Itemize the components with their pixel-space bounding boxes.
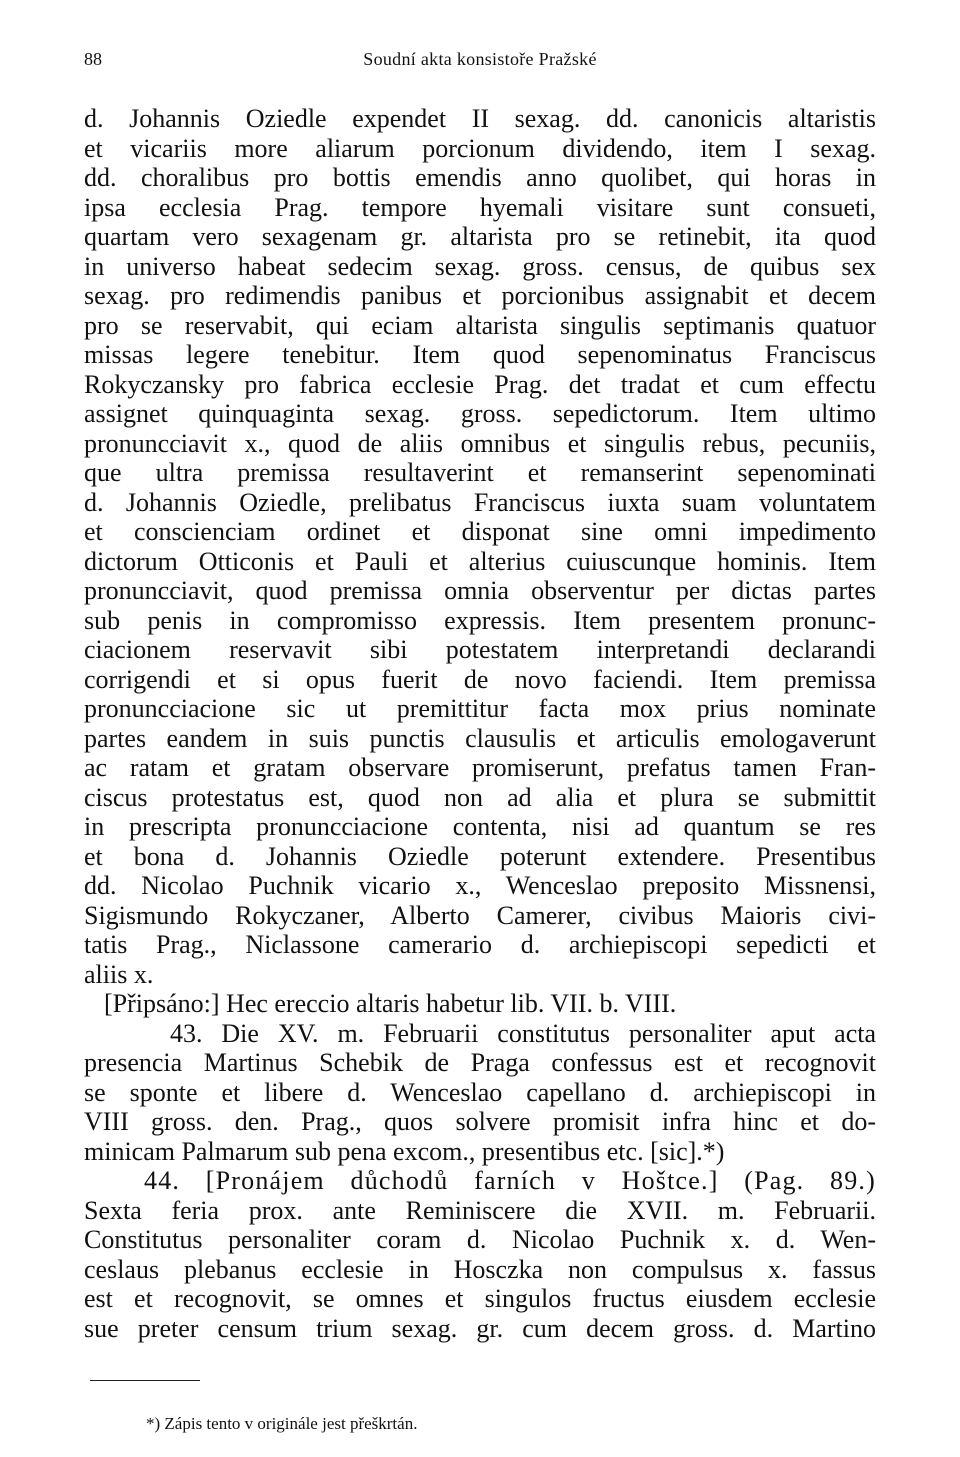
text-line: que ultra premissa resultaverint et remanserint sepenominati — [84, 458, 876, 487]
text-line: sub penis in compromisso expressis. Item presentem pronunc- — [84, 605, 876, 635]
text-line: in prescripta pronuncciacione contenta, nisi ad quantum se res — [84, 812, 876, 841]
footnote: *) Zápis tento v originále jest přeškrtán. — [146, 1414, 418, 1433]
text-line: et bona d. Johannis Oziedle poterunt extendere. Presentibus — [84, 841, 876, 871]
text-line: Sexta feria prox. ante Reminiscere die XVII. m. Februarii. — [84, 1195, 876, 1225]
text-line: tatis Prag., Niclassone camerario d. archiepiscopi sepedicti et — [84, 930, 876, 959]
text-line: ciscus protestatus est, quod non ad alia et plura se submittit — [84, 782, 876, 812]
text-line: Rokyczansky pro fabrica ecclesie Prag. det tradat et cum effectu — [84, 369, 876, 399]
text-line: est et recognovit, se omnes et singulos fructus eiusdem ecclesie — [84, 1284, 876, 1313]
text-line: aliis x. — [84, 959, 154, 989]
text-line: presencia Martinus Schebik de Praga confessus est et recognovit — [84, 1048, 876, 1077]
main-text — [84, 104, 876, 1343]
text-line: in universo habeat sedecim sexag. gross. census, de quibus sex — [84, 251, 876, 281]
text-line: ciacionem reservavit sibi potestatem interpretandi declarandi — [84, 635, 876, 664]
running-title: Soudní akta konsistoře Pražské — [363, 49, 597, 69]
text-line: dictorum Otticonis et Pauli et alterius cuiuscunque hominis. Item — [84, 546, 876, 576]
text-line: quartam vero sexagenam gr. altarista pro se retinebit, ita quod — [84, 222, 876, 251]
page-header — [0, 44, 960, 74]
text-line: d. Johannis Oziedle expendet II sexag. dd. canonicis altaristis — [84, 104, 876, 133]
entry-heading-44: 44. [Pronájem důchodů farních v Hoštce.] (Pag. 89.) — [144, 1166, 876, 1195]
annotation-line: [Připsáno:] Hec ereccio altaris habetur lib. VII. b. VIII. — [104, 989, 677, 1018]
text-line: VIII gross. den. Prag., quos solvere promisit infra hinc et do- — [84, 1107, 876, 1136]
text-line: et conscienciam ordinet et disponat sine omni impedimento — [84, 517, 876, 546]
text-line: corrigendi et si opus fuerit de novo faciendi. Item premissa — [84, 664, 876, 694]
text-line: se sponte et libere d. Wenceslao capellano d. archiepiscopi in — [84, 1077, 876, 1107]
text-line: ceslaus plebanus ecclesie in Hosczka non compulsus x. fassus — [84, 1254, 876, 1284]
text-line: assignet quinquaginta sexag. gross. sepedictorum. Item ultimo — [84, 399, 876, 428]
text-line: Sigismundo Rokyczaner, Alberto Camerer, civibus Maioris civi- — [84, 900, 876, 930]
text-line: dd. choralibus pro bottis emendis anno quolibet, qui horas in — [84, 163, 876, 192]
text-line: pro se reservabit, qui eciam altarista singulis septimanis quatuor — [84, 310, 876, 340]
page-number: 88 — [84, 49, 102, 69]
text-line: pronuncciavit, quod premissa omnia observentur per dictas partes — [84, 576, 876, 605]
footnote-divider — [90, 1380, 200, 1381]
text-line: missas legere tenebitur. Item quod sepenominatus Franciscus — [84, 340, 876, 369]
text-line: ipsa ecclesia Prag. tempore hyemali visitare sunt consueti, — [84, 192, 876, 222]
text-line: partes eandem in suis punctis clausulis et articulis emologaverunt — [84, 723, 876, 753]
text-line: sue preter censum trium sexag. gr. cum decem gross. d. Martino — [84, 1313, 876, 1343]
text-line: sexag. pro redimendis panibus et porcionibus assignabit et decem — [84, 281, 876, 310]
text-line: pronuncciavit x., quod de aliis omnibus et singulis rebus, pecuniis, — [84, 428, 876, 458]
text-line: et vicariis more aliarum porcionum dividendo, item I sexag. — [84, 133, 876, 163]
entry-heading-43: 43. Die XV. m. Februarii constitutus personaliter aput acta — [170, 1018, 876, 1048]
text-line: d. Johannis Oziedle, prelibatus Franciscus iuxta suam voluntatem — [84, 487, 876, 517]
text-line: Constitutus personaliter coram d. Nicolao Puchnik x. d. Wen- — [84, 1225, 876, 1254]
text-line: minicam Palmarum sub pena excom., presentibus etc. [sic].*) — [84, 1136, 725, 1166]
text-line: dd. Nicolao Puchnik vicario x., Wenceslao preposito Missnensi, — [84, 871, 876, 900]
text-line: ac ratam et gratam observare promiserunt, prefatus tamen Fran- — [84, 753, 876, 782]
text-line: pronuncciacione sic ut premittitur facta mox prius nominate — [84, 694, 876, 723]
